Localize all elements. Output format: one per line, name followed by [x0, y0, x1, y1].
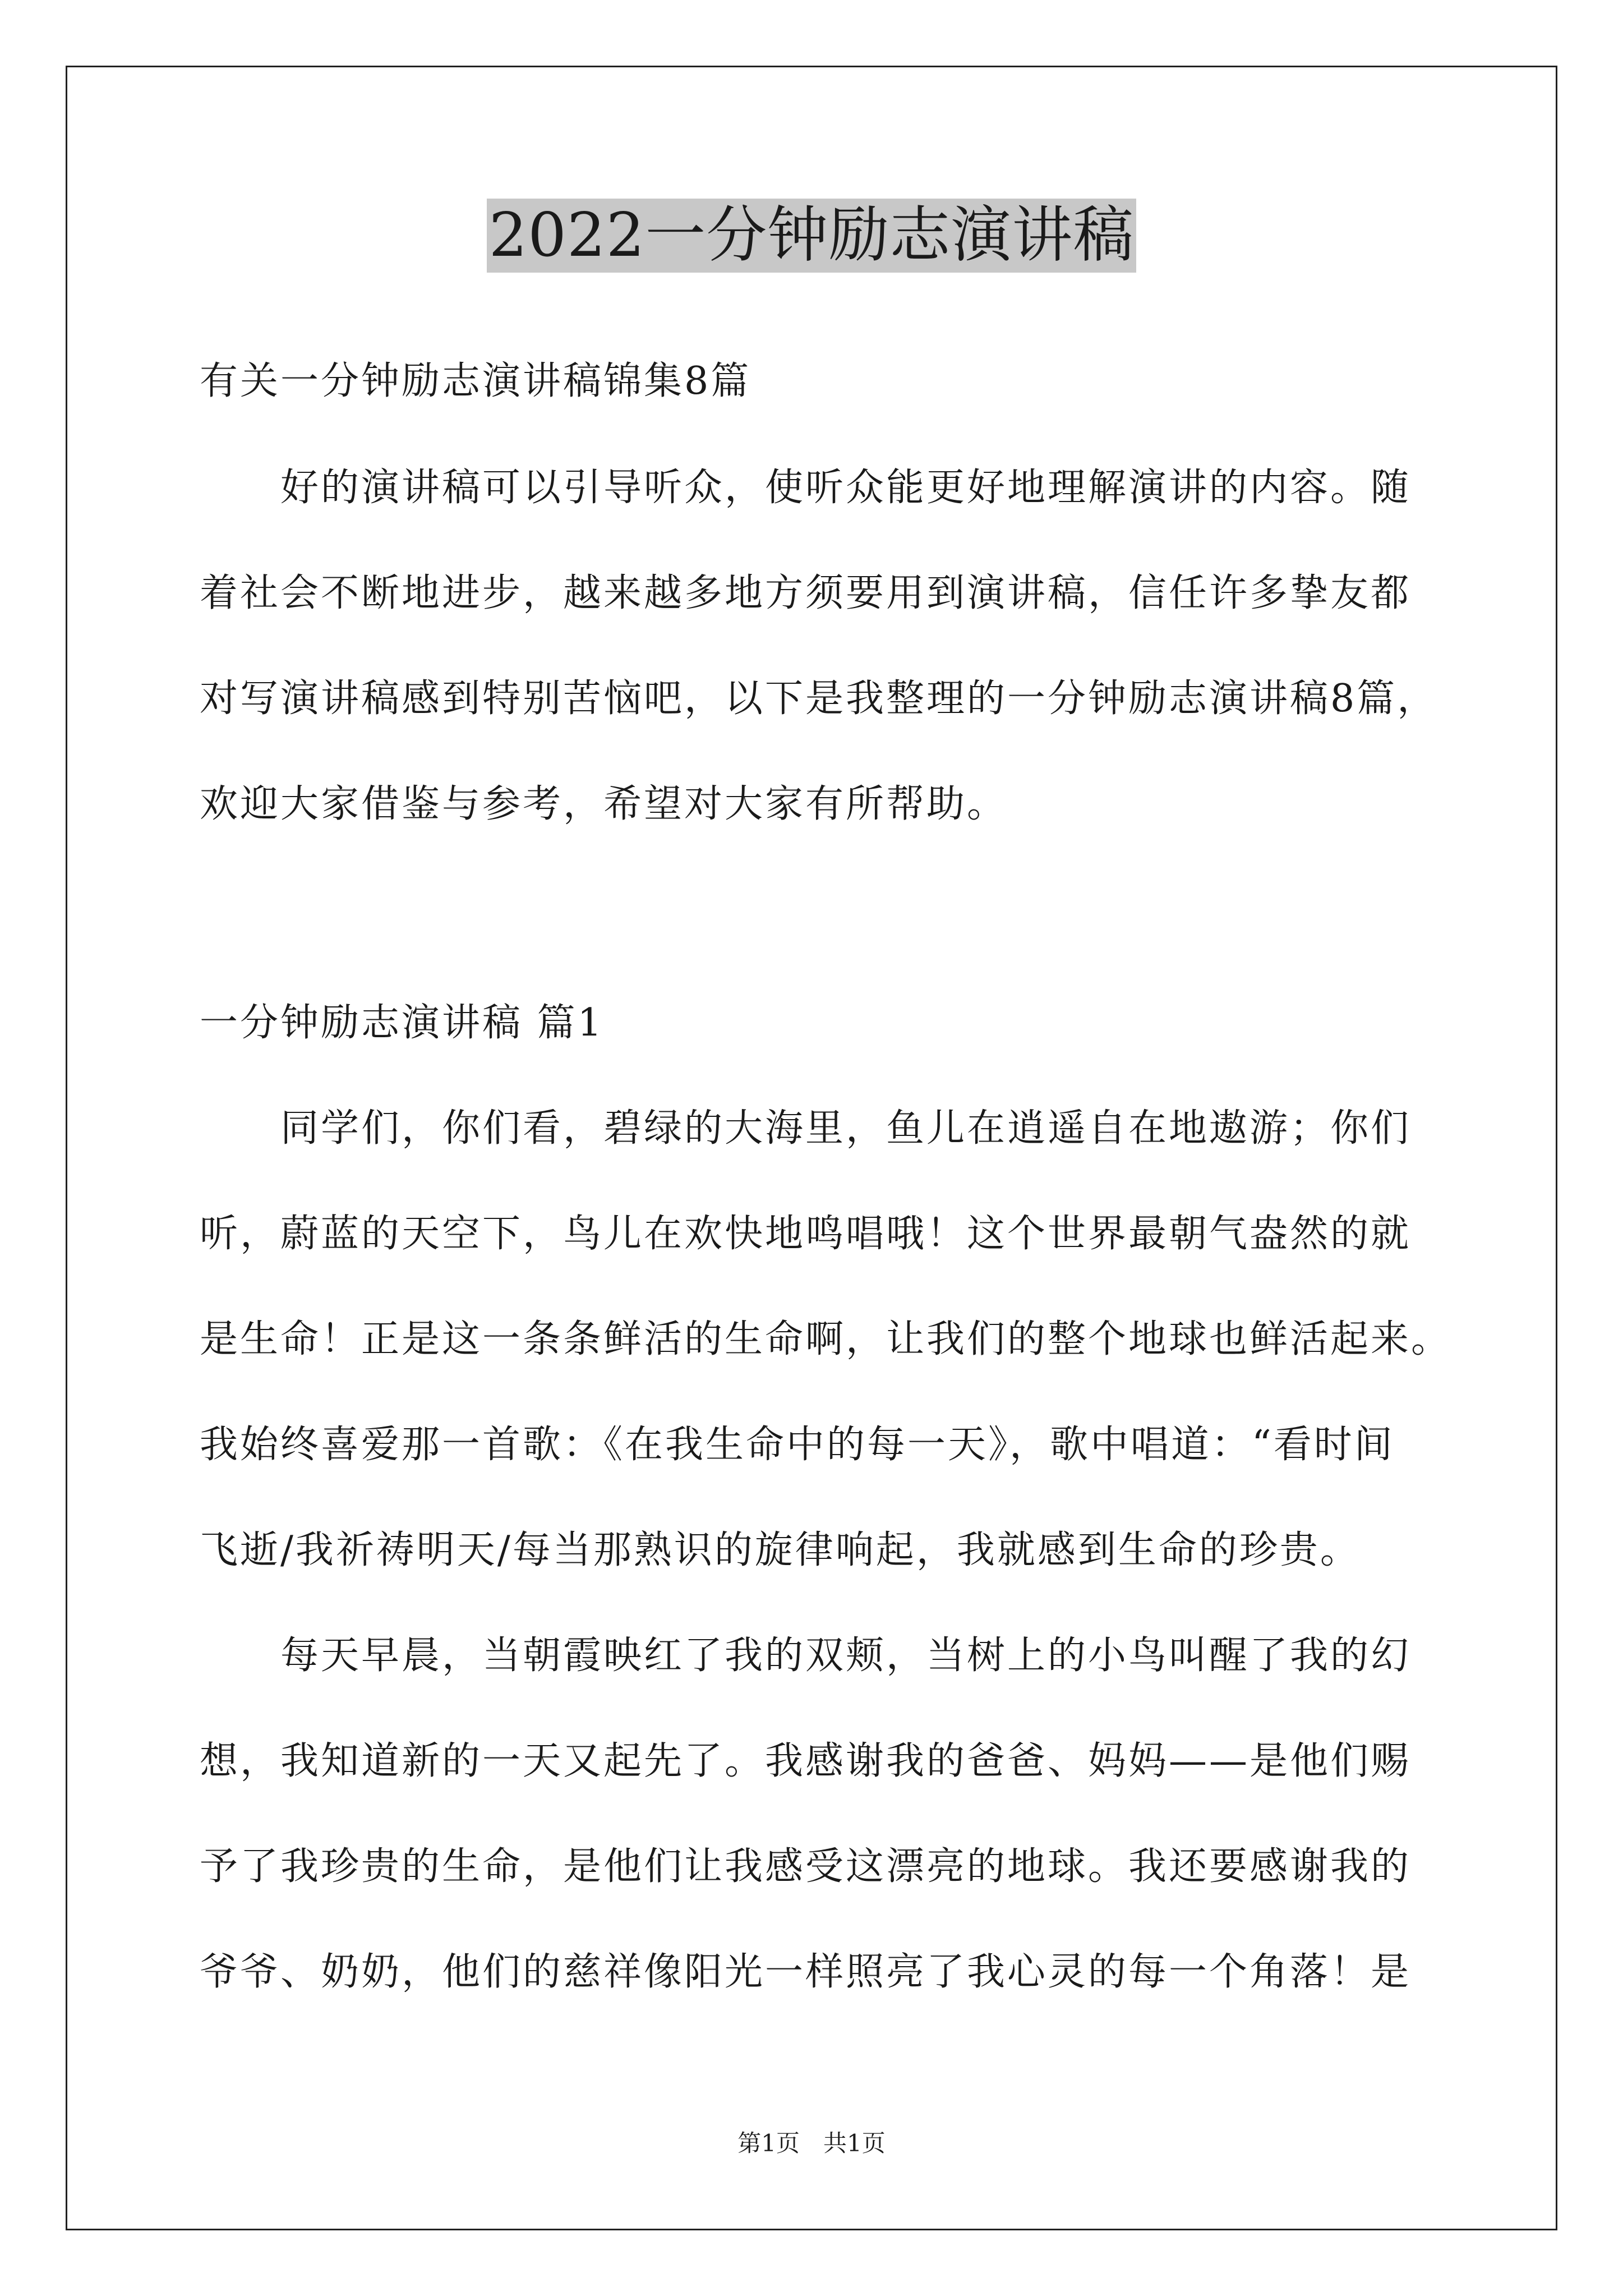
para1-line-4: 我始终喜爱那一首歌：《在我生命中的每一天》，歌中唱道：“看时间	[200, 1423, 1395, 1467]
para2-line-3: 予了我珍贵的生命，是他们让我感受这漂亮的地球。我还要感谢我的	[200, 1844, 1412, 1889]
para1-line-2: 听，蔚蓝的天空下，鸟儿在欢快地鸣唱哦！这个世界最朝气盎然的就	[200, 1212, 1412, 1256]
para1-line-5: 飞逝/我祈祷明天/每当那熟识的旋律响起，我就感到生命的珍贵。	[200, 1528, 1361, 1572]
page-footer: 第1页 共1页	[737, 2129, 886, 2157]
intro-line-1: 好的演讲稿可以引导听众，使听众能更好地理解演讲的内容。随	[200, 466, 1412, 510]
title-container	[0, 199, 1623, 273]
document-title: 2022一分钟励志演讲稿	[487, 199, 1137, 273]
para2-line-1: 每天早晨，当朝霞映红了我的双颊，当树上的小鸟叫醒了我的幻	[200, 1634, 1412, 1678]
para1-line-1: 同学们，你们看，碧绿的大海里，鱼儿在逍遥自在地遨游；你们	[200, 1106, 1412, 1151]
para2-line-2: 想，我知道新的一天又起先了。我感谢我的爸爸、妈妈——是他们赐	[200, 1739, 1412, 1783]
intro-line-2: 着社会不断地进步，越来越多地方须要用到演讲稿，信任许多挚友都	[200, 571, 1412, 615]
para1-line-3: 是生命！正是这一条条鲜活的生命啊，让我们的整个地球也鲜活起来。	[200, 1317, 1452, 1361]
document-subtitle: 有关一分钟励志演讲稿锦集8篇	[200, 359, 751, 403]
intro-line-4: 欢迎大家借鉴与参考，希望对大家有所帮助。	[200, 782, 1008, 826]
intro-line-3: 对写演讲稿感到特别苦恼吧，以下是我整理的一分钟励志演讲稿8篇，	[200, 677, 1438, 721]
para2-line-4: 爷爷、奶奶，他们的慈祥像阳光一样照亮了我心灵的每一个角落！是	[200, 1950, 1412, 1994]
section-heading: 一分钟励志演讲稿 篇1	[200, 1001, 604, 1045]
